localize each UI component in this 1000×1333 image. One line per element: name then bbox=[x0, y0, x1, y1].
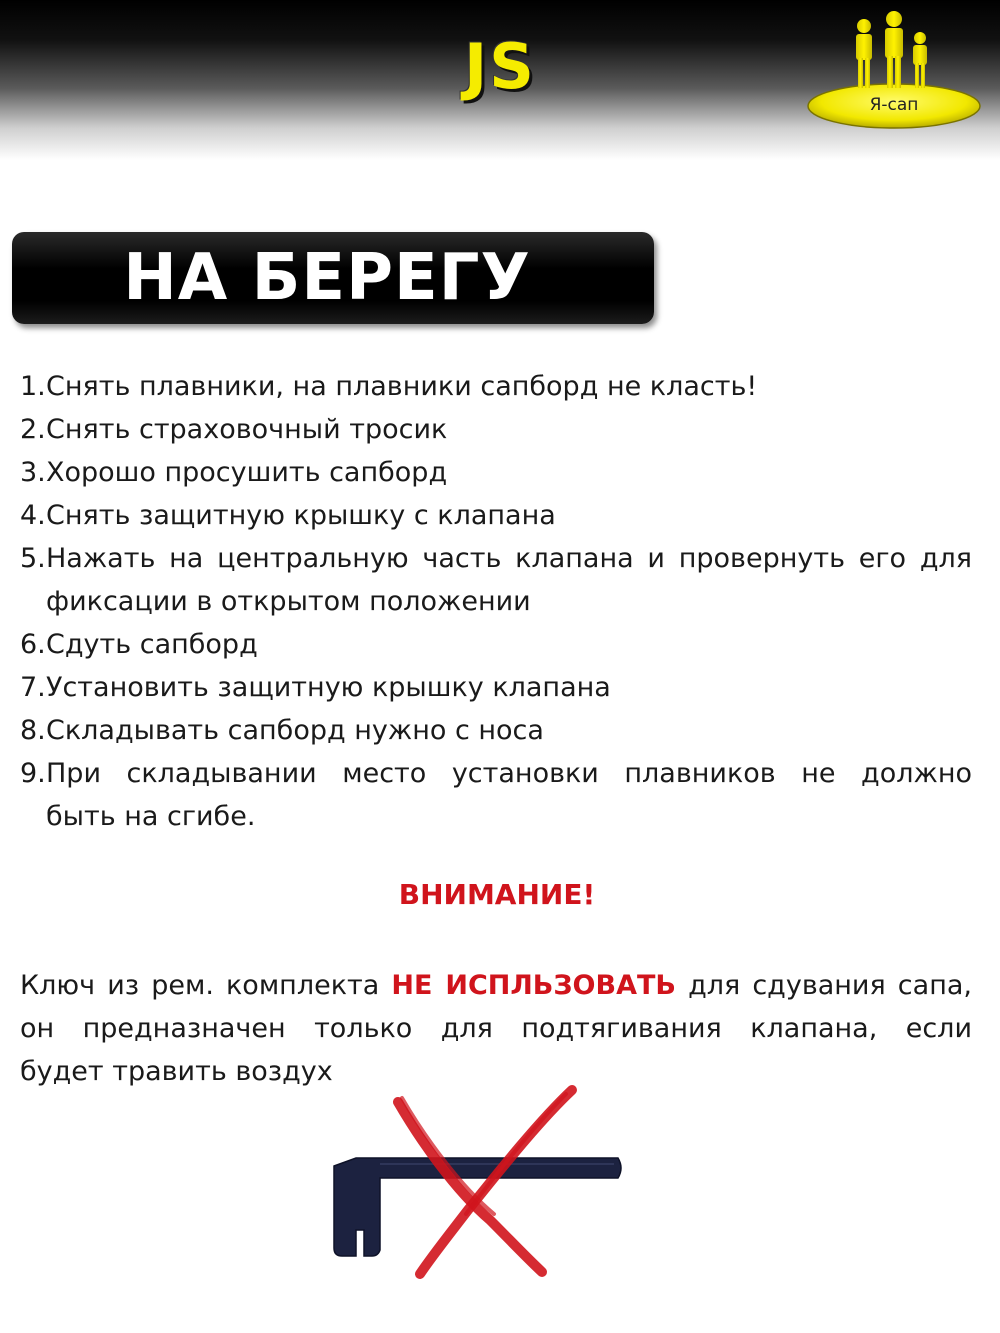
step-number: 9. bbox=[20, 758, 46, 789]
step-number: 1. bbox=[20, 371, 46, 402]
list-item bbox=[20, 408, 972, 451]
note-line-1 bbox=[20, 964, 972, 1007]
list-item bbox=[20, 365, 972, 408]
step-number: 3. bbox=[20, 457, 46, 488]
list-item bbox=[20, 752, 972, 838]
step-text: Снять защитную крышку с клапана bbox=[46, 500, 556, 531]
step-text: Снять страховочный тросик bbox=[46, 414, 448, 445]
step-number: 6. bbox=[20, 629, 46, 660]
step-number: 4. bbox=[20, 500, 46, 531]
note-line-3: будет травить воздух bbox=[20, 1056, 333, 1087]
crossed-out-key-graphic bbox=[320, 1080, 630, 1280]
brand-logo-text: JS bbox=[464, 30, 536, 103]
step-text: Снять плавники, на плавники сапборд не класть! bbox=[46, 371, 758, 402]
step-text-continuation: быть на сгибе. bbox=[46, 801, 256, 832]
red-cross-icon bbox=[398, 1090, 572, 1274]
note-text: Ключ из рем. комплекта bbox=[20, 970, 380, 1001]
step-text: Установить защитную крышку клапана bbox=[46, 672, 611, 703]
step-number: 5. bbox=[20, 543, 46, 574]
list-item bbox=[20, 623, 972, 666]
list-item bbox=[20, 709, 972, 752]
list-item bbox=[20, 537, 972, 623]
step-text: Сдуть сапборд bbox=[46, 629, 258, 660]
list-item bbox=[20, 666, 972, 709]
step-number: 2. bbox=[20, 414, 46, 445]
step-text: Нажать на центральную часть клапана и провернуть его для bbox=[46, 543, 972, 574]
note-text: для сдувания сапа, bbox=[688, 970, 972, 1001]
page-title: НА БЕРЕГУ bbox=[123, 241, 531, 315]
list-item bbox=[20, 494, 972, 537]
logo-label: Я-сап bbox=[869, 95, 919, 115]
step-text: Хорошо просушить сапборд bbox=[46, 457, 448, 488]
warning-heading: ВНИМАНИЕ! bbox=[398, 878, 596, 911]
warning-note bbox=[20, 964, 972, 1093]
steps-list bbox=[20, 365, 972, 838]
step-number: 7. bbox=[20, 672, 46, 703]
step-number: 8. bbox=[20, 715, 46, 746]
note-line-2: он предназначен только для подтягивания клапана, если bbox=[20, 1013, 972, 1044]
note-emphasis: НЕ ИСПЛЬЗОВАТЬ bbox=[391, 970, 676, 1001]
step-text: Складывать сапборд нужно с носа bbox=[46, 715, 544, 746]
step-text-continuation: фиксации в открытом положении bbox=[46, 586, 531, 617]
step-text: При складывании место установки плавников не должно bbox=[46, 758, 972, 789]
list-item bbox=[20, 451, 972, 494]
